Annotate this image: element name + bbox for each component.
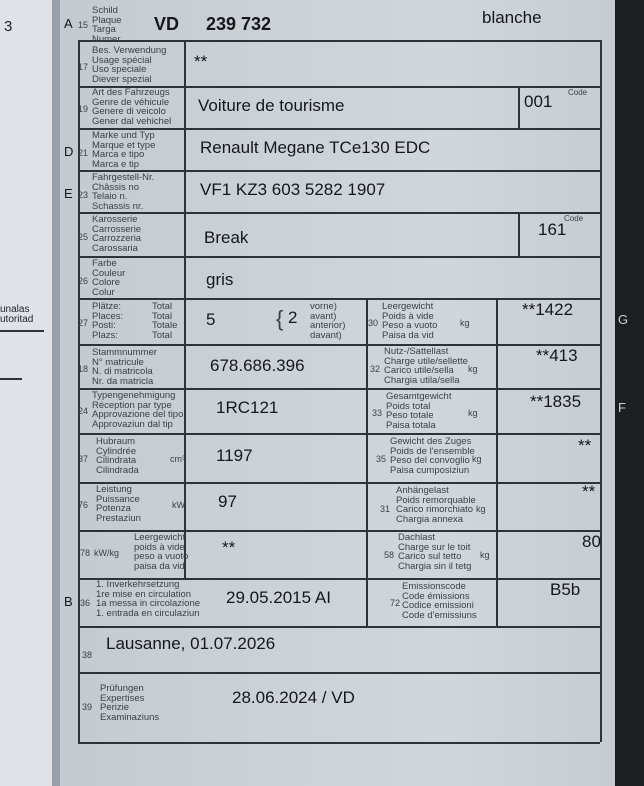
code-col-line	[518, 212, 520, 256]
field-label: Dachlast Charge sur le toit Carico sul tetto Chargia sin il tetg	[398, 532, 472, 572]
right-letter-g: G	[618, 312, 629, 327]
field-number: 15	[78, 20, 89, 30]
total-labels: Total Total Totale Total	[152, 301, 178, 341]
field-label: Schild Plaque Targa Numer	[92, 5, 122, 45]
unit-label: cm³	[170, 454, 185, 464]
unit-label: kW	[172, 500, 185, 510]
field-number: 27	[78, 318, 89, 328]
code-col-line	[518, 86, 520, 128]
field-number: 35	[376, 454, 387, 464]
displacement-value: 1197	[216, 446, 253, 465]
payload-value: **413	[536, 346, 578, 365]
field-number: 72	[390, 598, 401, 608]
field-label: 1. Inverkehrsetzung 1re mise en circulation 1a messa in circolazione 1. entrada en circulaziun	[96, 579, 201, 619]
field-number: 32	[370, 364, 381, 374]
unit-label: kW/kg	[94, 548, 120, 558]
row-letter: B	[64, 594, 73, 609]
field-number: 38	[82, 650, 93, 660]
towing-weight-value: **	[582, 482, 596, 501]
place-date-value: Lausanne, 01.07.2026	[106, 634, 276, 653]
field-label: Leergewicht poids à vide peso a vuoto paisa da vid	[134, 532, 189, 572]
left-digit: 3	[4, 18, 13, 35]
row-line	[78, 256, 600, 258]
field-label: Hubraum Cylindrée Cilindrata Cilindrada	[96, 436, 139, 476]
field-number: 39	[82, 702, 93, 712]
plate-canton: VD	[154, 14, 180, 34]
field-label: Prüfungen Expertises Perizie Examinaziuns	[100, 683, 160, 723]
label-col-line	[184, 40, 186, 578]
chassis-number-value: VF1 KZ3 603 5282 1907	[200, 180, 386, 199]
field-number: 23	[78, 190, 89, 200]
field-label: Karosserie Carrosserie Carrozzeria Carossaria	[92, 214, 142, 254]
unit-label: kg	[468, 408, 478, 418]
vehicle-kind-code: 001	[524, 92, 553, 111]
row-letter: D	[64, 144, 74, 159]
brace: {	[276, 306, 284, 331]
row-letter: E	[64, 186, 73, 201]
field-label: Nutz-/Sattellast Charge utile/sellette Carico utile/sella Chargia utila/sella	[384, 346, 468, 386]
first-registration-value: 29.05.2015 AI	[226, 588, 331, 607]
left-underline	[0, 330, 44, 332]
inspection-value: 28.06.2024 / VD	[232, 688, 355, 707]
field-number: 18	[78, 364, 89, 374]
power-value: 97	[218, 492, 237, 511]
field-number: 78	[80, 548, 91, 558]
unit-label: kg	[472, 454, 482, 464]
field-label: Stammnummer N° matricule N. di matricola Nr. da matricla	[92, 347, 157, 387]
unit-label: kg	[460, 318, 470, 328]
field-label: Typengenehmigung Réception par type Approvazione del tipo Approvaziun dal tip	[92, 390, 184, 430]
body-type-code: 161	[538, 220, 567, 239]
row-line	[78, 128, 600, 130]
front-labels: vorne) avant) anterior) davant)	[310, 301, 346, 341]
row-letter: A	[64, 16, 73, 31]
power-weight-value: **	[222, 538, 236, 557]
field-number: 31	[380, 504, 391, 514]
row-line	[78, 672, 600, 674]
unit-label: kg	[476, 504, 486, 514]
code-label: Code	[564, 214, 584, 223]
emission-code-value: B5b	[550, 580, 581, 599]
field-label: Plätze: Places: Posti: Plazs:	[92, 301, 124, 341]
field-number: 36	[80, 598, 91, 608]
left-dash	[0, 378, 22, 380]
registration-document	[60, 0, 615, 786]
field-number: 76	[78, 500, 89, 510]
seats-total-value: 5	[206, 310, 216, 329]
unit-label: kg	[468, 364, 478, 374]
row-line	[78, 482, 600, 484]
total-weight-value: **1835	[530, 392, 582, 411]
row-line	[78, 344, 600, 346]
field-label: Art des Fahrzeugs Genre de véhicule Genere di veicolo Gener dal vehichel	[92, 87, 172, 127]
right-letter-f: F	[618, 400, 626, 415]
field-label: Anhängelast Poids remorquable Carico rimorchiato Chargia annexa	[396, 485, 476, 525]
field-label: Gesamtgewicht Poids total Peso totale Paisa totala	[386, 391, 452, 431]
field-number: 33	[372, 408, 383, 418]
color-value: gris	[206, 270, 234, 289]
matricule-value: 678.686.396	[210, 356, 305, 375]
field-label: Farbe Couleur Colore Colur	[92, 258, 126, 298]
left-text-2: utoritad	[0, 314, 34, 325]
vehicle-kind-value: Voiture de tourisme	[198, 96, 345, 115]
field-number: 37	[78, 454, 89, 464]
field-label: Bes. Verwendung Usage spécial Uso speciale Diever spezial	[92, 45, 167, 85]
field-label: Marke und Typ Marque et type Marca e tipo Marca e tip	[92, 130, 156, 170]
body-type-value: Break	[204, 228, 249, 247]
field-number: 19	[78, 104, 89, 114]
field-number: 25	[78, 232, 89, 242]
field-number: 21	[78, 148, 89, 158]
special-use-value: **	[194, 52, 208, 71]
left-text-1: unalas	[0, 304, 30, 315]
row-line	[78, 170, 600, 172]
frame-right	[600, 40, 602, 742]
roof-load-value: 80	[582, 532, 601, 551]
field-label: Gewicht des Zuges Poids de l'ensemble Peso del convoglio Paisa cumposiziun	[390, 436, 475, 476]
field-number: 17	[78, 62, 89, 72]
unit-label: kg	[480, 550, 490, 560]
row-line	[78, 40, 600, 42]
empty-weight-value: **1422	[522, 300, 574, 319]
field-number: 58	[384, 550, 395, 560]
row-line	[78, 433, 600, 435]
frame-left	[78, 40, 80, 742]
field-label: Emissionscode Code émissions Codice emissioni Code d'emissiuns	[402, 581, 477, 621]
code-label: Code	[568, 88, 588, 97]
field-number: 30	[368, 318, 379, 328]
mid-col-line	[366, 298, 368, 626]
row-line	[78, 742, 600, 744]
plate-number: 239 732	[206, 14, 272, 34]
type-approval-value: 1RC121	[216, 398, 279, 417]
plate-color: blanche	[482, 8, 542, 27]
adjacent-page	[0, 0, 58, 786]
field-label: Leistung Puissance Potenza Prestaziun	[96, 484, 141, 524]
field-label: Leergewicht Poids à vide Peso a vuoto Paisa da vid	[382, 301, 438, 341]
row-line	[78, 626, 600, 628]
train-weight-value: **	[578, 436, 592, 455]
field-number: 26	[78, 276, 89, 286]
field-number: 24	[78, 406, 89, 416]
seats-front-value: 2	[288, 308, 298, 327]
row-line	[78, 212, 600, 214]
make-model-value: Renault Megane TCe130 EDC	[200, 138, 431, 157]
field-label: Fahrgestell-Nr. Châssis no Telaio n. Schassis nr.	[92, 172, 155, 212]
mid-col-line-2	[496, 298, 498, 626]
